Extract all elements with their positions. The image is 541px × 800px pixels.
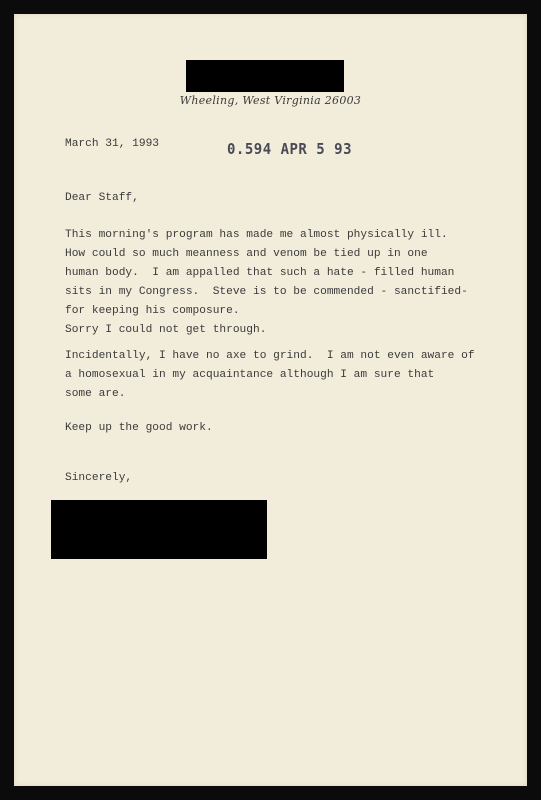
salutation: Dear Staff, bbox=[65, 192, 139, 204]
text-line: some are. bbox=[65, 388, 126, 400]
text-line: Sorry I could not get through. bbox=[65, 324, 267, 336]
letterhead-address: Wheeling, West Virginia 26003 bbox=[179, 94, 362, 107]
text-line: sits in my Congress. Steve is to be commended - sanctified- bbox=[65, 286, 468, 298]
text-line: a homosexual in my acquaintance although I am sure that bbox=[65, 369, 435, 381]
paragraph-1 bbox=[65, 226, 468, 340]
letter-page bbox=[14, 14, 527, 786]
closing: Sincerely, bbox=[65, 472, 133, 484]
text-line: This morning's program has made me almost physically ill. bbox=[65, 229, 448, 241]
text-line: How could so much meanness and venom be tied up in one bbox=[65, 248, 428, 260]
paragraph-3 bbox=[65, 419, 213, 438]
received-stamp: 0.594 APR 5 93 bbox=[227, 141, 353, 159]
text-line: human body. I am appalled that such a hate - filled human bbox=[65, 267, 455, 279]
text-line: Incidentally, I have no axe to grind. I am not even aware of bbox=[65, 350, 475, 362]
redacted-signature bbox=[51, 500, 267, 559]
text-line: for keeping his composure. bbox=[65, 305, 240, 317]
letter-date: March 31, 1993 bbox=[65, 138, 159, 150]
redacted-sender-name bbox=[186, 60, 344, 92]
text-line: Keep up the good work. bbox=[65, 422, 213, 434]
paragraph-2 bbox=[65, 347, 475, 404]
